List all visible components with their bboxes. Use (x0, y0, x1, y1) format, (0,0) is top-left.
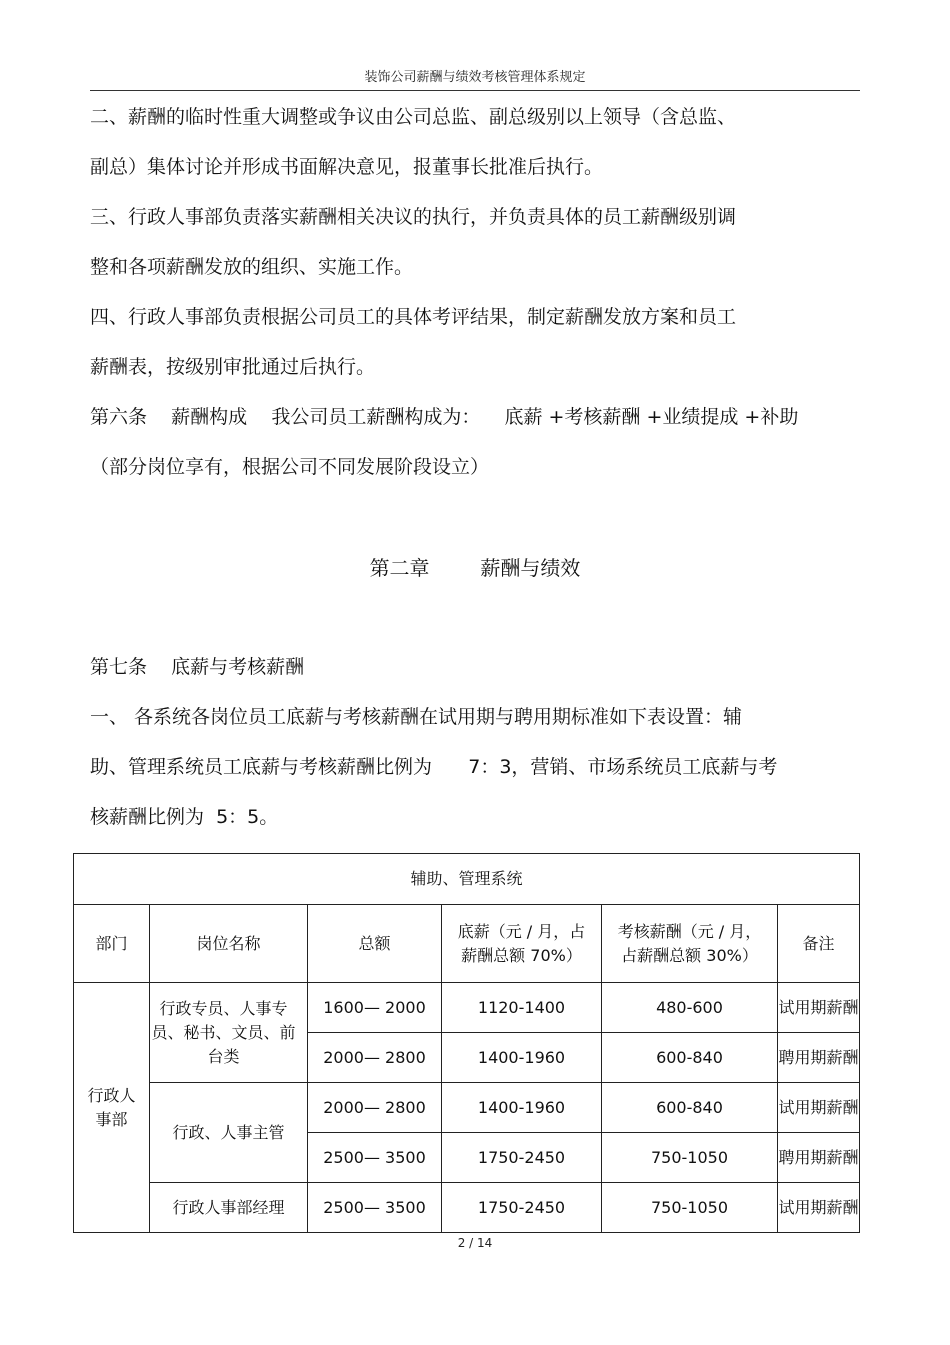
base-cell: 1750-2450 (442, 1183, 602, 1233)
position-cell: 行政、人事主管 (150, 1083, 308, 1183)
total-cell: 1600— 2000 (308, 983, 442, 1033)
article-six-line: 第六条 薪酬构成 我公司员工薪酬构成为： 底薪 +考核薪酬 +业绩提成 +补助 (90, 406, 799, 428)
total-cell: 2500— 3500 (308, 1133, 442, 1183)
paragraph-line: 二、薪酬的临时性重大调整或争议由公司总监、副总级别以上领导（含总监、 (90, 106, 737, 128)
header-dept: 部门 (74, 905, 150, 983)
base-cell: 1120-1400 (442, 983, 602, 1033)
header-total: 总额 (308, 905, 442, 983)
page-header-title: 装饰公司薪酬与绩效考核管理体系规定 (364, 70, 586, 85)
paragraph-line: 助、管理系统员工底薪与考核薪酬比例为 7：3，营销、市场系统员工底薪与考 (90, 756, 778, 778)
header-position: 岗位名称 (150, 905, 308, 983)
paragraph-line: （部分岗位享有，根据公司不同发展阶段设立） (90, 456, 490, 478)
paragraph-line: 核薪酬比例为 5：5。 (90, 806, 279, 828)
page-number: 2 / 14 (457, 1236, 493, 1250)
note-cell: 聘用期薪酬 (778, 1033, 860, 1083)
note-cell: 聘用期薪酬 (778, 1133, 860, 1183)
salary-table (73, 853, 860, 1233)
chapter-heading: 第二章 薪酬与绩效 (369, 556, 581, 580)
dept-cell: 行政人事部 (74, 983, 150, 1233)
base-cell: 1400-1960 (442, 1033, 602, 1083)
note-cell: 试用期薪酬 (778, 1083, 860, 1133)
assess-cell: 480-600 (602, 983, 778, 1033)
assess-cell: 600-840 (602, 1083, 778, 1133)
total-cell: 2000— 2800 (308, 1083, 442, 1133)
assess-cell: 750-1050 (602, 1183, 778, 1233)
paragraph-line: 整和各项薪酬发放的组织、实施工作。 (90, 256, 414, 278)
total-cell: 2000— 2800 (308, 1033, 442, 1083)
note-cell: 试用期薪酬 (778, 983, 860, 1033)
paragraph-line: 一、 各系统各岗位员工底薪与考核薪酬在试用期与聘用期标准如下表设置：辅 (90, 706, 743, 728)
table-title: 辅助、管理系统 (74, 854, 860, 905)
article-seven-heading: 第七条 底薪与考核薪酬 (90, 656, 305, 678)
header-rule (90, 90, 860, 91)
header-note: 备注 (778, 905, 860, 983)
paragraph-line: 三、行政人事部负责落实薪酬相关决议的执行，并负责具体的员工薪酬级别调 (90, 206, 737, 228)
assess-cell: 600-840 (602, 1033, 778, 1083)
assess-cell: 750-1050 (602, 1133, 778, 1183)
total-cell: 2500— 3500 (308, 1183, 442, 1233)
base-cell: 1400-1960 (442, 1083, 602, 1133)
base-cell: 1750-2450 (442, 1133, 602, 1183)
note-cell: 试用期薪酬 (778, 1183, 860, 1233)
paragraph-line: 四、行政人事部负责根据公司员工的具体考评结果，制定薪酬发放方案和员工 (90, 306, 737, 328)
paragraph-line: 副总）集体讨论并形成书面解决意见，报董事长批准后执行。 (90, 156, 604, 178)
position-cell: 行政专员、人事专员、秘书、文员、前台类 (150, 983, 308, 1083)
header-assess: 考核薪酬（元 / 月，占薪酬总额 30%） (602, 905, 778, 983)
header-base: 底薪（元 / 月，占薪酬总额 70%） (442, 905, 602, 983)
paragraph-line: 薪酬表，按级别审批通过后执行。 (90, 356, 376, 378)
position-cell: 行政人事部经理 (150, 1183, 308, 1233)
